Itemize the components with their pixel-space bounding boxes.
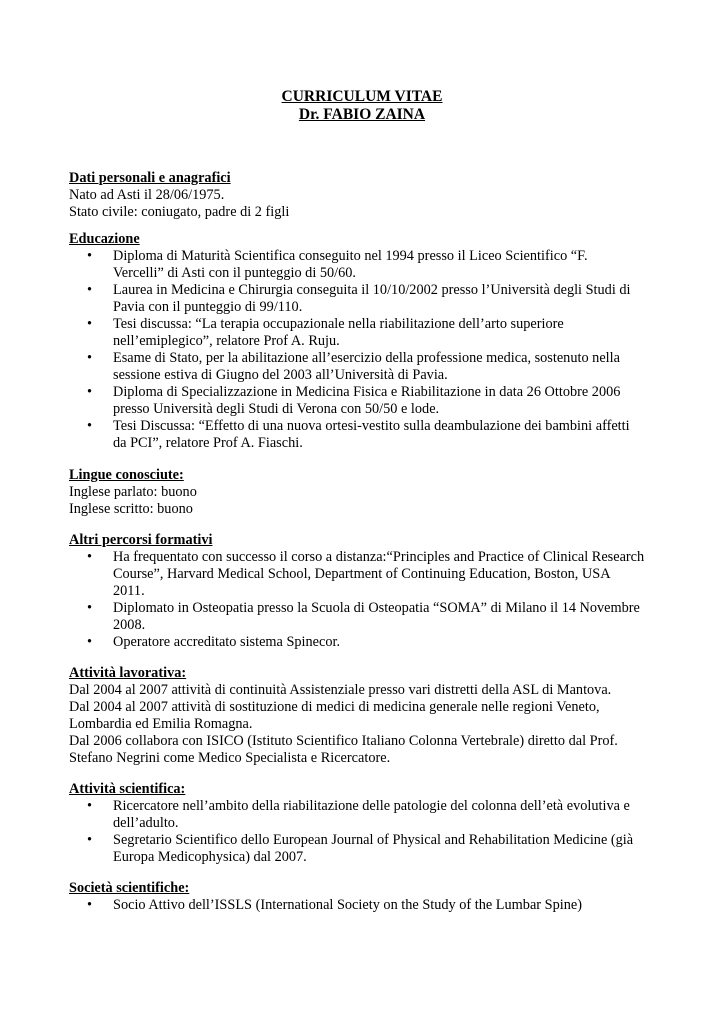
list-item-line: 2008. bbox=[113, 617, 146, 633]
section-heading: Lingue conosciute: bbox=[69, 467, 184, 483]
list-item bbox=[69, 600, 669, 634]
bullet-list bbox=[69, 549, 669, 651]
list-item-line: Esame di Stato, per la abilitazione all’esercizio della professione medica, sostenuto nella bbox=[113, 350, 620, 366]
list-item-line: Socio Attivo dell’ISSLS (International Society on the Study of the Lumbar Spine) bbox=[113, 897, 582, 913]
list-item-line: Diploma di Specializzazione in Medicina Fisica e Riabilitazione in data 26 Ottobre 2006 bbox=[113, 384, 621, 400]
list-item bbox=[69, 634, 669, 651]
list-item bbox=[69, 248, 669, 282]
list-item bbox=[69, 418, 669, 452]
section-personal bbox=[69, 170, 669, 221]
list-item bbox=[69, 832, 669, 866]
section-heading: Attività lavorativa: bbox=[69, 665, 187, 681]
section-training bbox=[69, 532, 669, 651]
bullet-icon: • bbox=[87, 634, 93, 650]
section-heading: Attività scientifica: bbox=[69, 781, 186, 797]
section-education bbox=[69, 231, 669, 452]
list-item bbox=[69, 384, 669, 418]
list-item-line: 2011. bbox=[113, 583, 145, 599]
bullet-icon: • bbox=[87, 418, 93, 434]
list-item-line: nell’emiplegico”, relatore Prof A. Ruju. bbox=[113, 333, 340, 349]
list-item-line: Europa Medicophysica) dal 2007. bbox=[113, 849, 307, 865]
doctor-name: Dr. FABIO ZAINA bbox=[298, 106, 426, 123]
text-line: Nato ad Asti il 28/06/1975. bbox=[69, 187, 225, 203]
text-line: Stato civile: coniugato, padre di 2 figli bbox=[69, 204, 290, 220]
list-item-line: sessione estiva di Giugno del 2003 all’Università di Pavia. bbox=[113, 367, 448, 383]
bullet-list bbox=[69, 897, 669, 914]
bullet-icon: • bbox=[87, 350, 93, 366]
list-item bbox=[69, 549, 669, 600]
bullet-icon: • bbox=[87, 282, 93, 298]
title-block bbox=[0, 88, 724, 124]
list-item-line: Laurea in Medicina e Chirurgia conseguita il 10/10/2002 presso l’Università degli Studi di bbox=[113, 282, 631, 298]
section-heading: Altri percorsi formativi bbox=[69, 532, 213, 548]
text-line: Lombardia ed Emilia Romagna. bbox=[69, 716, 253, 732]
bullet-icon: • bbox=[87, 248, 93, 264]
text-line: Inglese parlato: buono bbox=[69, 484, 197, 500]
list-item bbox=[69, 350, 669, 384]
list-item bbox=[69, 282, 669, 316]
section-languages bbox=[69, 467, 669, 518]
bullet-icon: • bbox=[87, 832, 93, 848]
bullet-list bbox=[69, 248, 669, 452]
bullet-icon: • bbox=[87, 897, 93, 913]
text-line: Inglese scritto: buono bbox=[69, 501, 193, 517]
list-item-line: Ricercatore nell’ambito della riabilitazione delle patologie del colonna dell’età evolutiva e bbox=[113, 798, 630, 814]
section-societies bbox=[69, 880, 669, 914]
section-heading: Dati personali e anagrafici bbox=[69, 170, 231, 186]
text-line: Dal 2004 al 2007 attività di continuità Assistenziale presso vari distretti della ASL di Mantova. bbox=[69, 682, 612, 698]
list-item-line: Tesi Discussa: “Effetto di una nuova ortesi-vestito sulla deambulazione dei bambini affetti bbox=[113, 418, 630, 434]
cv-content bbox=[69, 170, 669, 914]
list-item-line: Vercelli” di Asti con il punteggio di 50/60. bbox=[113, 265, 357, 281]
list-item-line: Tesi discussa: “La terapia occupazionale nella riabilitazione dell’arto superiore bbox=[113, 316, 564, 332]
list-item bbox=[69, 798, 669, 832]
section-heading: Educazione bbox=[69, 231, 140, 247]
text-line: Dal 2006 collabora con ISICO (Istituto Scientifico Italiano Colonna Vertebrale) diretto dal Prof. bbox=[69, 733, 618, 749]
section-work bbox=[69, 665, 669, 767]
list-item-line: Ha frequentato con successo il corso a distanza:“Principles and Practice of Clinical Research bbox=[113, 549, 645, 565]
list-item-line: Pavia con il punteggio di 99/110. bbox=[113, 299, 303, 315]
section-heading: Società scientifiche: bbox=[69, 880, 190, 896]
bullet-icon: • bbox=[87, 316, 93, 332]
list-item-line: Diplomato in Osteopatia presso la Scuola di Osteopatia “SOMA” di Milano il 14 Novembre bbox=[113, 600, 640, 616]
list-item bbox=[69, 316, 669, 350]
document-title: CURRICULUM VITAE bbox=[281, 88, 443, 105]
bullet-icon: • bbox=[87, 384, 93, 400]
list-item-line: dell’adulto. bbox=[113, 815, 179, 831]
text-line: Dal 2004 al 2007 attività di sostituzione di medici di medicina generale nelle regioni Veneto, bbox=[69, 699, 600, 715]
bullet-icon: • bbox=[87, 600, 93, 616]
bullet-icon: • bbox=[87, 549, 93, 565]
section-science bbox=[69, 781, 669, 866]
list-item-line: presso Università degli Studi di Verona con 50/50 e lode. bbox=[113, 401, 440, 417]
list-item-line: Operatore accreditato sistema Spinecor. bbox=[113, 634, 341, 650]
list-item-line: Course”, Harvard Medical School, Department of Continuing Education, Boston, USA bbox=[113, 566, 611, 582]
text-line: Stefano Negrini come Medico Specialista e Ricercatore. bbox=[69, 750, 391, 766]
list-item-line: Diploma di Maturità Scientifica conseguito nel 1994 presso il Liceo Scientifico “F. bbox=[113, 248, 588, 264]
bullet-icon: • bbox=[87, 798, 93, 814]
list-item-line: da PCI”, relatore Prof A. Fiaschi. bbox=[113, 435, 303, 451]
list-item-line: Segretario Scientifico dello European Journal of Physical and Rehabilitation Medicine (già bbox=[113, 832, 634, 848]
list-item bbox=[69, 897, 669, 914]
bullet-list bbox=[69, 798, 669, 866]
